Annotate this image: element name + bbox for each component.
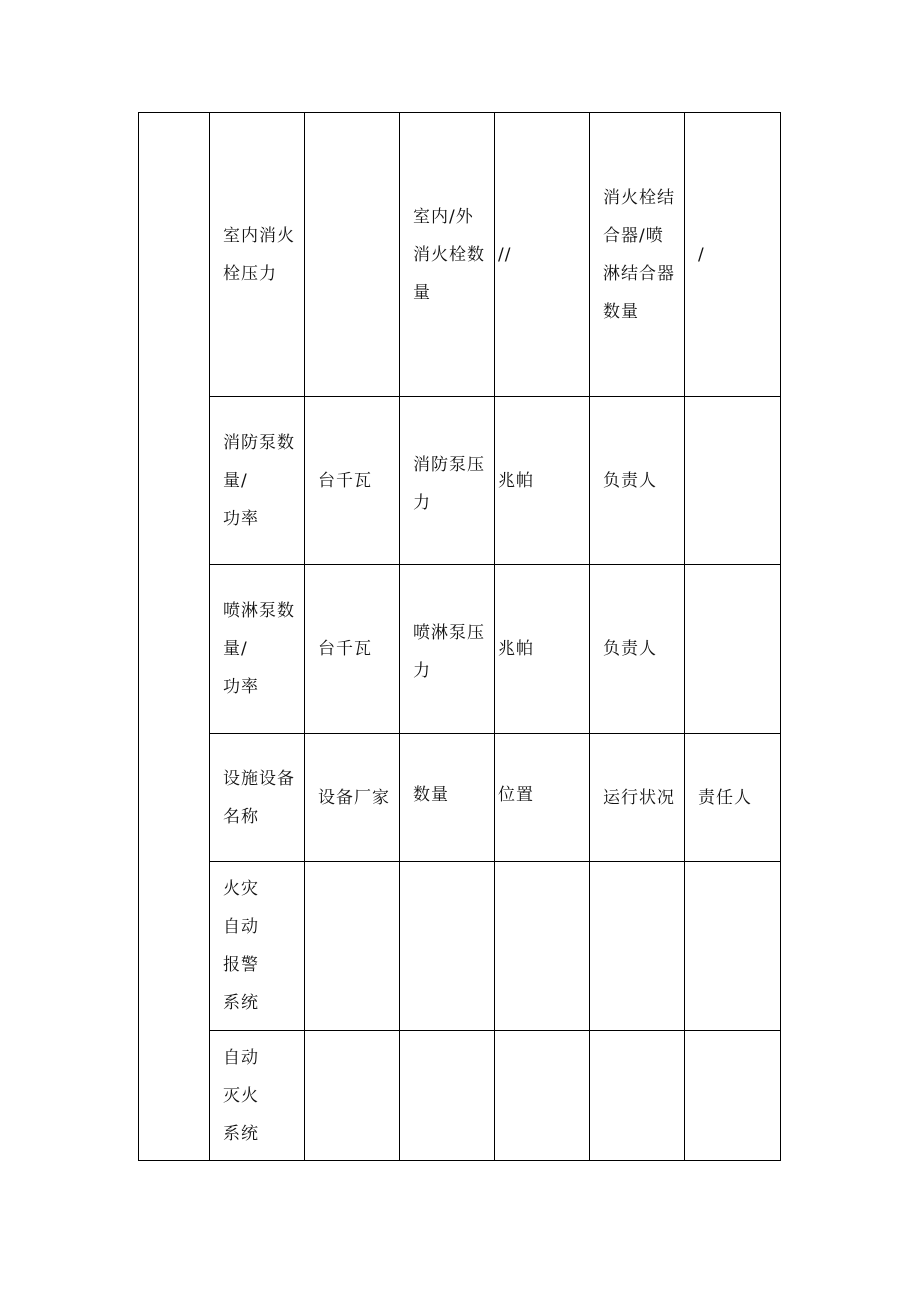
table-cell — [495, 1031, 589, 1160]
sprinkler-pump-pressure-unit: 兆帕 — [498, 639, 534, 659]
header-responsible-person: 责任人 — [698, 787, 752, 808]
header-operating-status: 运行状况 — [603, 787, 675, 808]
fire-pump-pressure-unit: 兆帕 — [498, 470, 534, 491]
table-cell — [590, 862, 684, 1030]
sprinkler-pump-count-power-label: 喷淋泵数 量/ 功率 — [223, 601, 295, 697]
table-cell — [685, 1031, 780, 1160]
header-location: 位置 — [498, 784, 534, 805]
fire-pump-responsible-value — [685, 397, 780, 564]
table-cell — [685, 862, 780, 1030]
table-border-right — [780, 112, 781, 1161]
auto-extinguishing-system-label: 自动 灭火 系统 — [223, 1047, 259, 1144]
fire-alarm-system-label: 火灾 自动 报警 系统 — [223, 879, 259, 1013]
table-cell — [495, 862, 589, 1030]
hydrant-pressure-value — [305, 113, 399, 396]
header-facility-name: 设施设备 名称 — [223, 768, 295, 827]
table-cell — [400, 1031, 494, 1160]
hydrant-count-label: 室内/外 消火栓数 量 — [413, 206, 485, 303]
hydrant-count-value: // — [498, 244, 512, 265]
sprinkler-pump-responsible-value — [685, 565, 780, 733]
header-quantity: 数量 — [413, 784, 449, 805]
fire-pump-count-power-unit: 台千瓦 — [318, 470, 372, 491]
table-cell — [590, 1031, 684, 1160]
connector-count-label: 消火栓结 合器/喷 淋结合器 数量 — [603, 187, 675, 322]
merged-category-cell — [139, 113, 209, 1160]
table-cell — [305, 862, 399, 1030]
hydrant-pressure-label: 室内消火 栓压力 — [223, 225, 295, 284]
table-cell — [305, 1031, 399, 1160]
fire-pump-pressure-label: 消防泵压 力 — [413, 455, 485, 513]
connector-count-value: / — [698, 244, 705, 265]
header-manufacturer: 设备厂家 — [318, 787, 390, 808]
fire-pump-responsible-label: 负责人 — [603, 470, 657, 491]
sprinkler-pump-pressure-label: 喷淋泵压 力 — [413, 623, 485, 681]
table-cell — [400, 862, 494, 1030]
fire-pump-count-power-label: 消防泵数 量/ 功率 — [223, 432, 295, 529]
sprinkler-pump-count-power-unit: 台千瓦 — [318, 639, 372, 659]
sprinkler-pump-responsible-label: 负责人 — [603, 639, 657, 659]
